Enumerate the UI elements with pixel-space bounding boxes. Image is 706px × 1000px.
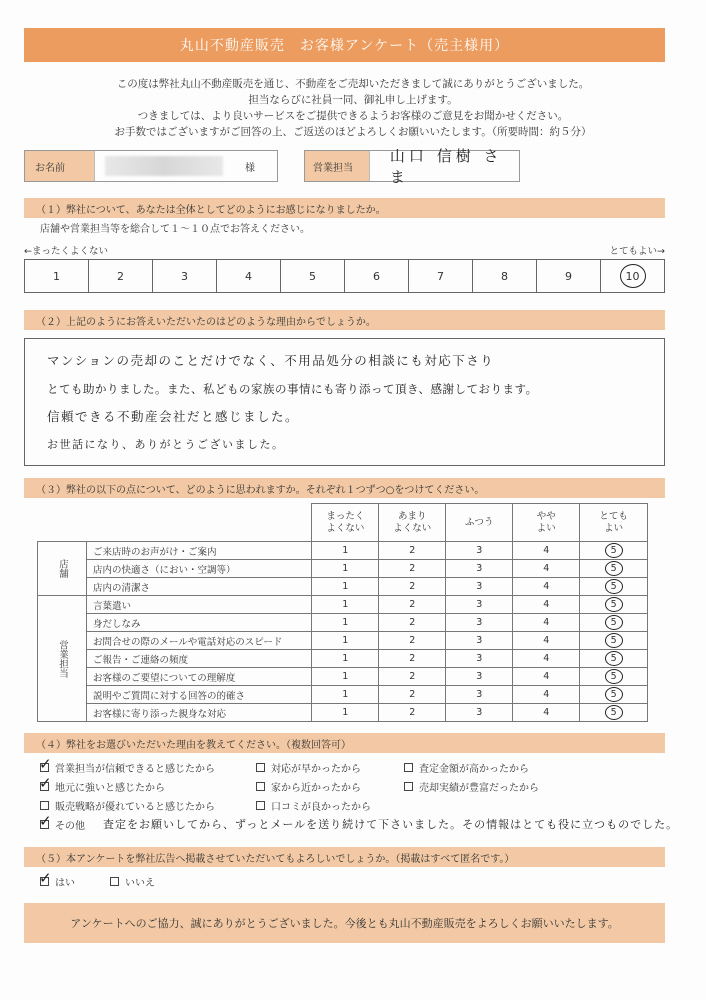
q3-header: まったく よくない <box>312 504 379 542</box>
q3-rating-value: 2 <box>409 545 416 556</box>
q3-rating-option[interactable] <box>312 632 379 650</box>
q4-option[interactable] <box>404 779 539 794</box>
q3-rating-value: 4 <box>543 617 550 628</box>
q5-no-label: いいえ <box>125 878 155 889</box>
q3-header: とても よい <box>580 504 648 542</box>
q3-rating-value: 1 <box>342 617 349 628</box>
checkbox[interactable] <box>40 782 49 791</box>
q3-rating-option[interactable] <box>379 632 446 650</box>
q3-rating-option[interactable] <box>446 560 513 578</box>
q5-title: （５）本アンケートを弊社広告へ掲載させていただいてもよろしいでしょうか。（掲載はすべて匿名です。） <box>24 847 665 867</box>
q1-title: （１）弊社について、あなたは全体としてどのようにお感じになりましたか。 <box>24 198 665 218</box>
checkbox[interactable] <box>40 877 49 886</box>
q1-score-number: 1 <box>53 269 60 283</box>
q1-score-option[interactable] <box>281 260 345 292</box>
q3-rating-option[interactable] <box>446 542 513 560</box>
q4-option[interactable] <box>256 779 361 794</box>
q3-rating-value: 5 <box>605 597 623 612</box>
q3-rating-value: 3 <box>476 689 483 700</box>
q3-item-label: ご報告・ご連絡の頻度 <box>87 650 312 668</box>
q4-option[interactable] <box>40 798 215 813</box>
q1-score-number: 3 <box>181 269 188 283</box>
q4-option[interactable] <box>40 760 215 775</box>
q3-rating-option[interactable] <box>379 614 446 632</box>
q3-rating-option[interactable] <box>513 542 580 560</box>
q3-item-label: 言葉遣い <box>87 596 312 614</box>
q3-rating-value: 2 <box>409 635 416 646</box>
q1-score-number: 7 <box>437 269 444 283</box>
checkbox[interactable] <box>40 801 49 810</box>
q2-answer-line: お世話になり、ありがとうございました。 <box>47 438 285 451</box>
q3-rating-value: 1 <box>342 707 349 718</box>
q3-rating-value: 3 <box>476 653 483 664</box>
q4-other-label: その他 <box>55 820 85 832</box>
q2-answer-line: マンションの売却のことだけでなく、不用品処分の相談にも対応下さり <box>47 353 495 368</box>
staff-label: 営業担当 <box>305 151 370 181</box>
q3-header-row <box>38 504 648 542</box>
q4-option-label: 対応が早かったから <box>271 764 361 775</box>
q3-rating-value: 4 <box>543 545 550 556</box>
q3-rating-row <box>38 650 648 668</box>
q3-rating-row <box>38 686 648 704</box>
q3-rating-option[interactable] <box>446 704 513 722</box>
q4-option-label: 家から近かったから <box>271 783 361 794</box>
q3-rating-table <box>37 503 648 722</box>
survey-title: 丸山不動産販売 お客様アンケート（売主様用） <box>24 28 665 62</box>
q1-score-option[interactable] <box>25 260 89 292</box>
q3-rating-option[interactable] <box>446 686 513 704</box>
q1-score-option[interactable] <box>89 260 153 292</box>
q3-rating-value: 4 <box>543 563 550 574</box>
q3-header: やや よい <box>513 504 580 542</box>
checkbox[interactable] <box>40 763 49 772</box>
q3-rating-value: 4 <box>543 635 550 646</box>
checkbox[interactable] <box>404 763 413 772</box>
checkbox[interactable] <box>110 877 119 886</box>
q3-rating-option[interactable] <box>513 668 580 686</box>
q4-option[interactable] <box>404 760 529 775</box>
q1-score-scale <box>24 259 665 293</box>
q3-rating-option[interactable] <box>379 578 446 596</box>
q2-title: （２）上記のようにお答えいただいたのはどのような理由からでしょうか。 <box>24 310 665 330</box>
q3-rating-value: 5 <box>605 687 623 702</box>
q1-score-option[interactable] <box>473 260 537 292</box>
q3-header: あまり よくない <box>379 504 446 542</box>
q3-rating-option[interactable] <box>580 632 648 650</box>
q1-left-label: ←まったくよくない <box>24 246 108 257</box>
q3-rating-option[interactable] <box>446 650 513 668</box>
q3-title: （３）弊社の以下の点について、どのように思われますか。それぞれ１つずつ○をつけてください。 <box>24 478 665 498</box>
redacted-name <box>105 156 223 176</box>
customer-name-label: お名前 <box>25 151 95 181</box>
q3-rating-value: 1 <box>342 671 349 682</box>
q3-rating-value: 2 <box>409 617 416 628</box>
q1-score-option[interactable] <box>345 260 409 292</box>
checkbox[interactable] <box>40 820 49 829</box>
q3-rating-option[interactable] <box>580 596 648 614</box>
q3-rating-option[interactable] <box>379 704 446 722</box>
checkbox[interactable] <box>256 782 265 791</box>
q3-rating-value: 4 <box>543 599 550 610</box>
q3-rating-value: 1 <box>342 581 349 592</box>
q3-rating-option[interactable] <box>446 614 513 632</box>
q3-rating-row <box>38 596 648 614</box>
q4-option-label: 地元に強いと感じたから <box>55 783 165 794</box>
q3-rating-value: 2 <box>409 671 416 682</box>
q3-item-label: お客様に寄り添った親身な対応 <box>87 704 312 722</box>
q4-option-label: 売却実績が豊富だったから <box>419 783 539 794</box>
q3-rating-value: 3 <box>476 671 483 682</box>
q3-rating-option[interactable] <box>580 542 648 560</box>
q3-rating-option[interactable] <box>446 596 513 614</box>
q4-option-label: 口コミが良かったから <box>271 802 371 813</box>
staff-name-field[interactable] <box>304 147 520 186</box>
q3-rating-value: 5 <box>605 579 623 594</box>
q3-rating-option[interactable] <box>379 560 446 578</box>
q4-option[interactable] <box>40 779 165 794</box>
q3-rating-value: 4 <box>543 707 550 718</box>
q3-rating-option[interactable] <box>580 614 648 632</box>
q3-rating-value: 1 <box>342 689 349 700</box>
q3-rating-value: 3 <box>476 599 483 610</box>
q3-rating-value: 5 <box>605 543 623 558</box>
q4-title: （４）弊社をお選びいただいた理由を教えてください。（複数回答可） <box>24 733 665 753</box>
q3-rating-option[interactable] <box>513 614 580 632</box>
q3-rating-option[interactable] <box>446 578 513 596</box>
q3-rating-option[interactable] <box>312 560 379 578</box>
q3-item-label: 身だしなみ <box>87 614 312 632</box>
q1-score-option[interactable] <box>601 260 664 292</box>
q3-rating-value: 2 <box>409 563 416 574</box>
q2-answer-line: とても助かりました。また、私どもの家族の事情にも寄り添って頂き、感謝しております。 <box>47 382 538 396</box>
q3-rating-value: 1 <box>342 563 349 574</box>
q3-rating-option[interactable] <box>379 542 446 560</box>
q3-rating-option[interactable] <box>513 632 580 650</box>
q3-item-label: ご来店時のお声がけ・ご案内 <box>87 542 312 560</box>
q3-rating-value: 3 <box>476 545 483 556</box>
q1-score-number: 6 <box>373 269 380 283</box>
q3-rating-option[interactable] <box>312 578 379 596</box>
q3-item-label: お問合せの際のメールや電話対応のスピード <box>87 632 312 650</box>
q3-rating-value: 4 <box>543 581 550 592</box>
q3-rating-option[interactable] <box>580 704 648 722</box>
q3-rating-option[interactable] <box>580 578 648 596</box>
q1-score-option[interactable] <box>153 260 217 292</box>
q4-option-label: 営業担当が信頼できると感じたから <box>55 764 215 775</box>
q3-rating-value: 4 <box>543 671 550 682</box>
q3-rating-option[interactable] <box>513 704 580 722</box>
q3-rating-option[interactable] <box>580 560 648 578</box>
q3-rating-value: 5 <box>605 561 623 576</box>
q3-rating-row <box>38 542 648 560</box>
q3-rating-row <box>38 614 648 632</box>
q3-rating-value: 2 <box>409 689 416 700</box>
q3-rating-value: 5 <box>605 615 623 630</box>
q3-rating-value: 5 <box>605 651 623 666</box>
q3-rating-row <box>38 578 648 596</box>
q1-score-number: 10 <box>625 269 640 283</box>
q3-rating-option[interactable] <box>379 650 446 668</box>
q3-rating-value: 2 <box>409 599 416 610</box>
q3-rating-option[interactable] <box>312 542 379 560</box>
q1-score-option[interactable] <box>409 260 473 292</box>
q3-rating-value: 3 <box>476 707 483 718</box>
q3-rating-value: 3 <box>476 635 483 646</box>
q3-rating-option[interactable] <box>513 578 580 596</box>
q3-rating-value: 1 <box>342 653 349 664</box>
q3-rating-value: 4 <box>543 653 550 664</box>
checkbox[interactable] <box>256 763 265 772</box>
checkbox[interactable] <box>256 801 265 810</box>
intro-line: 担当ならびに社員一同、御礼申し上げます。 <box>248 94 458 106</box>
q3-rating-option[interactable] <box>446 632 513 650</box>
q5-yes-option[interactable] <box>40 874 75 889</box>
q3-rating-option[interactable] <box>312 614 379 632</box>
q3-rating-value: 2 <box>409 707 416 718</box>
q1-score-number: 2 <box>117 269 124 283</box>
q3-rating-row <box>38 704 648 722</box>
q3-item-label: お客様のご要望についての理解度 <box>87 668 312 686</box>
q4-option-label: 販売戦略が優れていると感じたから <box>55 802 215 813</box>
q3-rating-row <box>38 560 648 578</box>
q3-rating-option[interactable] <box>513 560 580 578</box>
q3-rating-option[interactable] <box>312 668 379 686</box>
q3-rating-value: 3 <box>476 581 483 592</box>
q2-answer-box[interactable] <box>24 338 665 466</box>
customer-name-suffix: 様 <box>245 162 255 174</box>
q3-rating-option[interactable] <box>513 596 580 614</box>
q1-score-option[interactable] <box>217 260 281 292</box>
q3-rating-value: 1 <box>342 545 349 556</box>
q3-rating-option[interactable] <box>580 668 648 686</box>
q3-rating-value: 3 <box>476 617 483 628</box>
q3-rating-option[interactable] <box>580 686 648 704</box>
intro-text <box>0 76 706 140</box>
q4-other-option[interactable] <box>40 816 678 832</box>
q1-score-number: 4 <box>245 269 252 283</box>
q3-rating-value: 2 <box>409 653 416 664</box>
q3-rating-row <box>38 632 648 650</box>
customer-name-field[interactable] <box>24 150 278 182</box>
q3-rating-value: 2 <box>409 581 416 592</box>
intro-line: お手数ではございますがご回答の上、ご返送のほどよろしくお願いいたします。（所要時間：約５分） <box>114 126 592 138</box>
q3-rating-option[interactable] <box>513 686 580 704</box>
q1-score-number: 5 <box>309 269 316 283</box>
q3-group-label: 店舗 <box>38 542 87 596</box>
q3-rating-value: 4 <box>543 689 550 700</box>
q3-rating-option[interactable] <box>513 650 580 668</box>
q3-rating-option[interactable] <box>446 668 513 686</box>
q1-right-label: とてもよい→ <box>609 246 665 257</box>
q3-rating-option[interactable] <box>312 686 379 704</box>
q1-subtitle: 店舗や営業担当等を総合して１～１０点でお答えください。 <box>40 224 310 235</box>
q3-header: ふつう <box>446 504 513 542</box>
q3-rating-value: 5 <box>605 633 623 648</box>
q4-option[interactable] <box>256 798 371 813</box>
q3-rating-value: 1 <box>342 635 349 646</box>
q3-rating-row <box>38 668 648 686</box>
q3-rating-option[interactable] <box>379 686 446 704</box>
q4-other-text: 査定をお願いしてから、ずっとメールを送り続けて下さいました。その情報はとても役に立つものでした。 <box>103 818 679 831</box>
q1-score-number: 9 <box>565 269 572 283</box>
q3-rating-option[interactable] <box>312 704 379 722</box>
q4-option-label: 査定金額が高かったから <box>419 764 529 775</box>
staff-name-handwritten: 山口 信樹 さま <box>389 147 503 186</box>
q3-rating-option[interactable] <box>379 596 446 614</box>
q3-rating-option[interactable] <box>312 596 379 614</box>
q3-rating-option[interactable] <box>580 650 648 668</box>
q3-item-label: 店内の快適さ（におい・空調等） <box>87 560 312 578</box>
q3-rating-option[interactable] <box>312 650 379 668</box>
q3-header-blank <box>38 504 312 542</box>
q1-score-number: 8 <box>501 269 508 283</box>
checkbox[interactable] <box>404 782 413 791</box>
selected-circle <box>620 264 646 288</box>
q3-rating-value: 5 <box>605 705 623 720</box>
q3-rating-value: 3 <box>476 563 483 574</box>
q4-option[interactable] <box>256 760 361 775</box>
footer-thanks: アンケートへのご協力、誠にありがとうございました。今後とも丸山不動産販売をよろしくお願いいたします。 <box>24 903 665 943</box>
intro-line: この度は弊社丸山不動産販売を通じ、不動産をご売却いただきまして誠にありがとうございました。 <box>116 78 590 90</box>
q3-rating-option[interactable] <box>379 668 446 686</box>
q2-answer-line: 信頼できる不動産会社だと感じました。 <box>47 409 300 424</box>
intro-line: つきましては、より良いサービスをご提供できるようお客様のご意見をお聞かせください。 <box>137 110 569 122</box>
q3-item-label: 説明やご質問に対する回答の的確さ <box>87 686 312 704</box>
q3-item-label: 店内の清潔さ <box>87 578 312 596</box>
q3-rating-value: 1 <box>342 599 349 610</box>
q3-rating-value: 5 <box>605 669 623 684</box>
q1-score-option[interactable] <box>537 260 601 292</box>
q5-yes-label: はい <box>55 878 75 889</box>
q5-no-option[interactable] <box>110 874 155 889</box>
q3-group-label: 営業担当 <box>38 596 87 722</box>
